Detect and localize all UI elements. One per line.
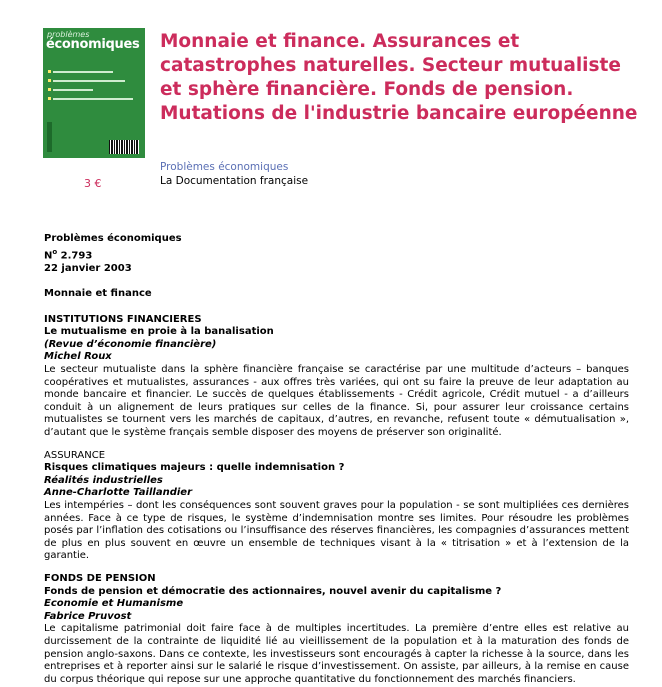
article-author: Michel Roux — [44, 351, 112, 363]
article — [44, 314, 629, 440]
main-content — [44, 233, 629, 686]
article — [44, 450, 629, 563]
page-title: Monnaie et finance. Assurances et catastrophes naturelles. Secteur mutualiste et sphère financière. Fonds de pension. Mutations de l'industrie bancaire européenne — [160, 31, 638, 124]
cover-image[interactable] — [43, 28, 145, 158]
article-source: Réalités industrielles — [44, 474, 163, 486]
article — [44, 573, 629, 686]
barcode-icon — [109, 140, 139, 154]
cover-bullet — [48, 70, 51, 73]
article-heading: ASSURANCE — [44, 449, 106, 461]
cover-line — [53, 98, 133, 100]
series-link[interactable]: Problèmes économiques — [160, 161, 289, 173]
cover-bullet — [48, 97, 51, 100]
cover-line — [53, 89, 93, 91]
publisher: La Documentation française — [160, 175, 309, 187]
section-title: Monnaie et finance — [44, 288, 152, 300]
cover-line — [53, 71, 113, 73]
price: 3 € — [84, 177, 102, 190]
article-title: Le mutualisme en proie à la banalisation — [44, 326, 274, 338]
article-source: (Revue d’économie financière) — [44, 338, 217, 350]
cover-spine — [47, 122, 52, 152]
article-summary: Les intempéries – dont les conséquences sont souvent graves pour la population - se sont multipliées ces dernières années. Face à ce type de risques, le système d’indemnisation montre ses limites. Pour résoudre les problèmes posés par l’inflation des cotisations ou l’insuffisance des réserves financières, les compagnies d’assurances mettent de plus en plus souvent en œuvre un ensemble de techniques visant à la « titrisation » et à l’extension de la garantie. — [44, 500, 629, 562]
cover-bullet — [48, 88, 51, 91]
article-heading: FONDS DE PENSION — [44, 572, 156, 584]
article-author: Anne-Charlotte Taillandier — [44, 487, 193, 499]
article-summary: Le capitalisme patrimonial doit faire face à de multiples incertitudes. La première d’entre elles est relative au durcissement de la contrainte de liquidité lié au vieillissement de la population et à la maturation des fonds de pension anglo-saxons. Dans ce contexte, les investisseurs sont encouragés à capter la richesse à la source, dans les entreprises et à reporter ainsi sur le salarié le risque d’investissement. On assiste, par ailleurs, à la remise en cause du corpus théorique qui repose sur une approche quantitative du fonctionnement des marchés financiers. — [44, 623, 629, 685]
journal-name: Problèmes économiques — [44, 233, 182, 244]
cover-brand: économiques — [46, 37, 140, 52]
cover-brand-small: problèmes — [47, 30, 90, 39]
cover-bullet — [48, 79, 51, 82]
article-title: Fonds de pension et démocratie des actionnaires, nouvel avenir du capitalisme ? — [44, 585, 502, 597]
article-source: Economie et Humanisme — [44, 598, 184, 610]
issue-number: $N^o$ 2.793 — [44, 247, 93, 261]
issue-date: 22 janvier 2003 — [44, 262, 132, 274]
article-author: Fabrice Pruvost — [44, 610, 132, 622]
article-heading: INSTITUTIONS FINANCIERES — [44, 313, 202, 325]
cover-line — [53, 80, 125, 82]
article-summary: Le secteur mutualiste dans la sphère financière française se caractérise par une multitude d’acteurs – banques coopératives et mutualistes, assurances - aux offres très variées, qui ont su faire la preuve de leur adaptation au monde bancaire et financier. Le succès de quelques établissements - Crédit agricole, Crédit mutuel - a d’ailleurs conduit à un alignement de leurs pratiques sur celles de la finance. Si, pour assurer leur croissance certains mutualistes se tournent vers les marchés de capitaux, d’autres, en revanche, refusent toute « démutualisation », d’autant que le système français semble disposer des moyens de préserver son originalité. — [44, 364, 629, 439]
article-title: Risques climatiques majeurs : quelle indemnisation ? — [44, 462, 345, 474]
